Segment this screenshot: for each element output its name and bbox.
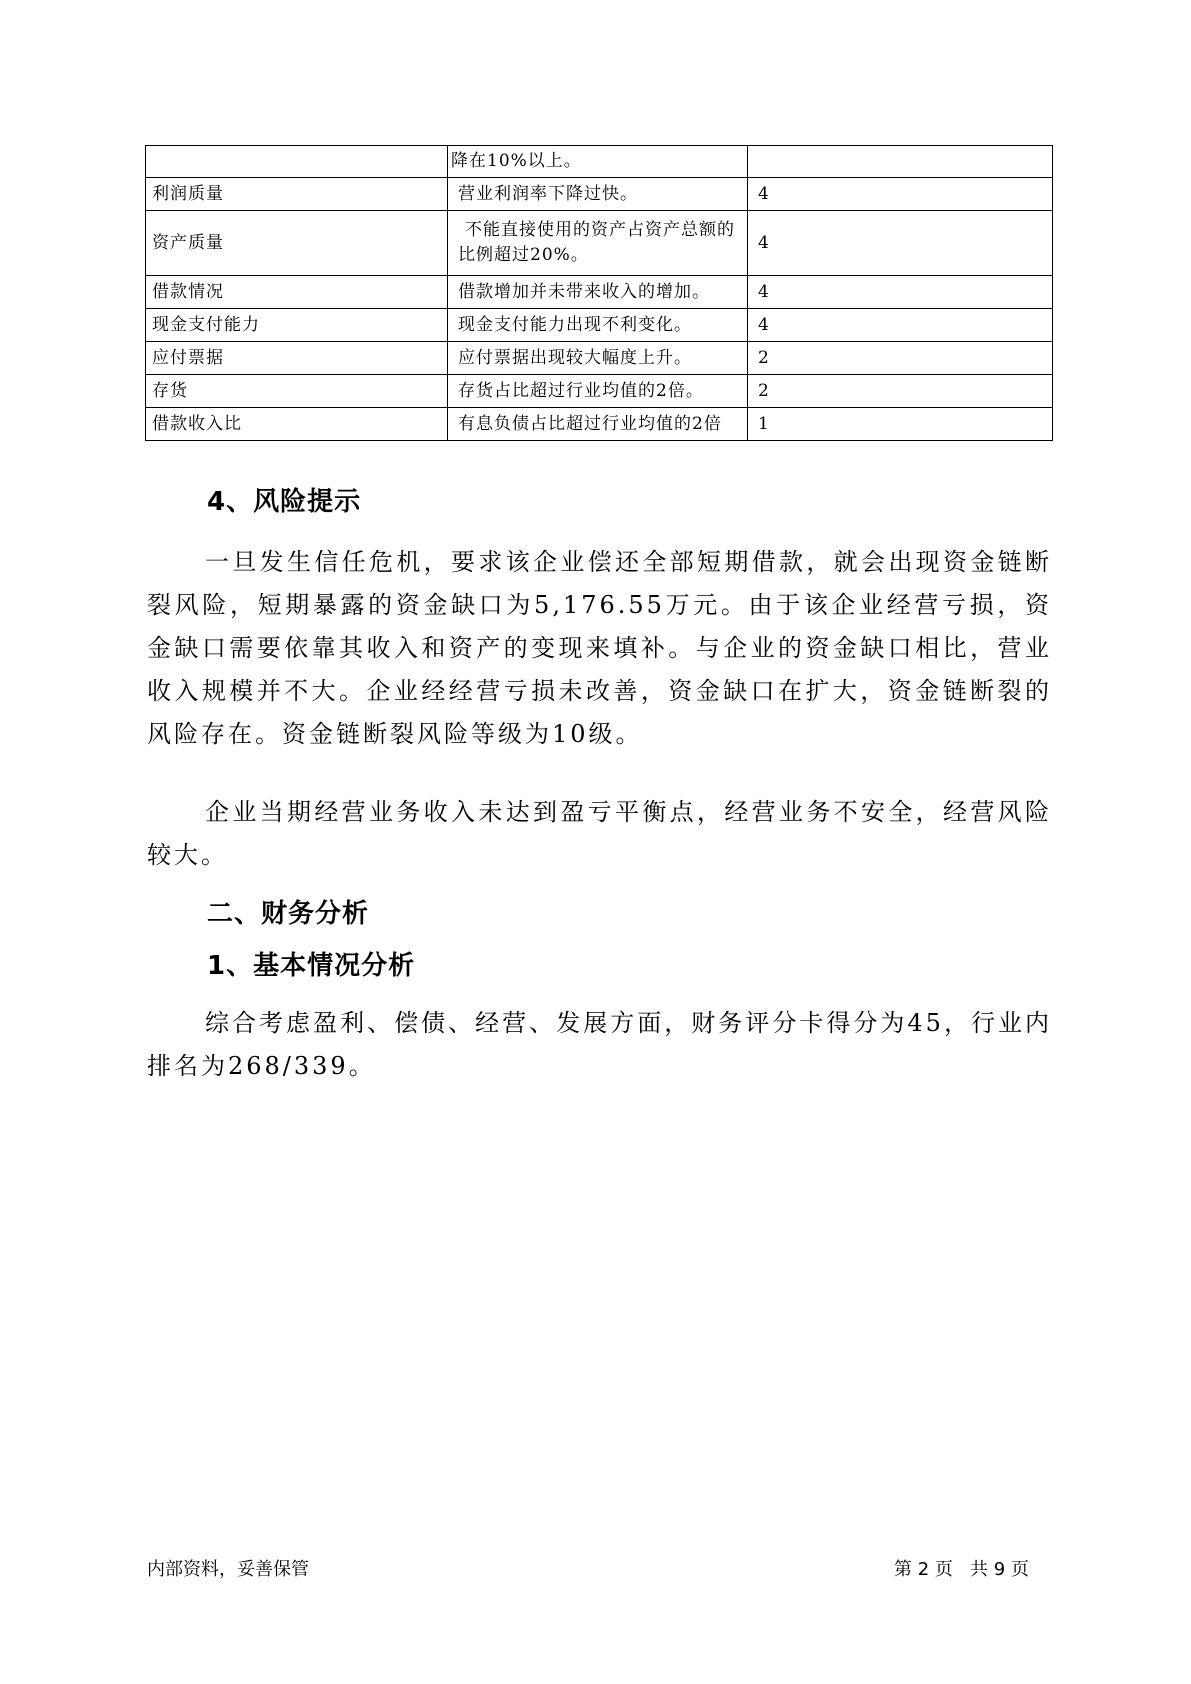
footer-confidential-note: 内部资料，妥善保管	[147, 1559, 309, 1580]
table-row	[146, 342, 1053, 375]
table-cell-desc: 应付票据出现较大幅度上升。	[448, 342, 748, 375]
risk-paragraph-1: 一旦发生信任危机，要求该企业偿还全部短期借款，就会出现资金链断裂风险，短期暴露的资金缺口为5,176.55万元。由于该企业经营亏损，资金缺口需要依靠其收入和资产的变现来填补。与企业的资金缺口相比，营业收入规模并不大。企业经经营亏损未改善，资金缺口在扩大，资金链断裂的风险存在。资金链断裂风险等级为10级。	[147, 548, 1052, 748]
risk-indicator-table	[145, 145, 1053, 441]
section-heading-finance: 二、财务分析	[207, 899, 370, 929]
table-cell-desc: 有息负债占比超过行业均值的2倍	[448, 408, 748, 441]
table-row	[146, 178, 1053, 211]
table-row	[146, 309, 1053, 342]
table-row	[146, 408, 1053, 441]
table-cell-score: 4	[748, 211, 1053, 276]
table-cell-desc: 降在10%以上。	[448, 146, 748, 178]
table-cell-desc: 现金支付能力出现不利变化。	[448, 309, 748, 342]
table-cell-desc: 不能直接使用的资产占资产总额的比例超过20%。	[448, 211, 748, 276]
table-cell-desc: 借款增加并未带来收入的增加。	[448, 276, 748, 309]
table-cell-item: 利润质量	[146, 178, 448, 211]
table-cell-score: 2	[748, 342, 1053, 375]
section-heading-risk: 4、风险提示	[207, 487, 362, 517]
table-row	[146, 146, 1053, 178]
table-row	[146, 211, 1053, 276]
table-cell-score: 4	[748, 309, 1053, 342]
finance-paragraph: 综合考虑盈利、偿债、经营、发展方面，财务评分卡得分为45，行业内排名为268/339。	[147, 1009, 1052, 1080]
table-cell-item: 资产质量	[146, 211, 448, 276]
footer-page-number: 第 2 页 共 9 页	[894, 1559, 1029, 1580]
table-cell-score: 2	[748, 375, 1053, 408]
table-cell-desc: 存货占比超过行业均值的2倍。	[448, 375, 748, 408]
table-cell-score	[748, 146, 1053, 178]
table-cell-score: 1	[748, 408, 1053, 441]
table-cell-item: 现金支付能力	[146, 309, 448, 342]
table-cell-score: 4	[748, 178, 1053, 211]
table-row	[146, 276, 1053, 309]
table-cell-score: 4	[748, 276, 1053, 309]
table-cell-item: 借款收入比	[146, 408, 448, 441]
table-cell-item: 存货	[146, 375, 448, 408]
table-row	[146, 375, 1053, 408]
table-cell-desc: 营业利润率下降过快。	[448, 178, 748, 211]
sub-heading-basic: 1、基本情况分析	[207, 951, 416, 981]
table-cell-item: 借款情况	[146, 276, 448, 309]
risk-paragraph-2: 企业当期经营业务收入未达到盈亏平衡点，经营业务不安全，经营风险较大。	[147, 798, 1052, 869]
table-cell-item: 应付票据	[146, 342, 448, 375]
table-cell-item	[146, 146, 448, 178]
